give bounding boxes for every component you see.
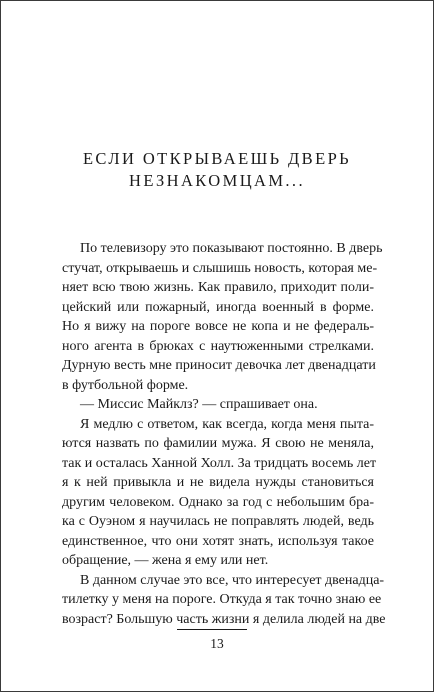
text-line: цейский или пожарный, иногда военный в форме. (62, 299, 374, 315)
text-line: так и осталась Ханной Холл. За тридцать восемь лет (62, 455, 377, 471)
text-line: — Миссис Майклз? — спрашивает она. (80, 397, 318, 412)
page-number: 13 (210, 636, 224, 651)
text-line: стучат, открываешь и слышишь новость, которая ме- (62, 260, 378, 276)
text-line: няет всю твою жизнь. Как правило, приходит поли- (62, 280, 374, 295)
text-line: Но я вижу на пороге вовсе не копа и не федераль- (62, 319, 374, 334)
chapter-title-line-2: НЕЗНАКОМЦАМ... (129, 171, 305, 190)
chapter-title (0, 148, 434, 192)
text-line: В данном случае это все, что интересует двенадца- (80, 572, 385, 588)
text-line: другим человеком. Однако за год с небольшим бра- (62, 494, 374, 510)
text-line: тилетку у меня на пороге. Откуда я так точно знаю ее (62, 592, 382, 607)
text-line: Я медлю с ответом, как всегда, когда меня пыта- (80, 416, 374, 432)
chapter-title-line-1: ЕСЛИ ОТКРЫВАЕШЬ ДВЕРЬ (82, 149, 352, 168)
text-line: в футбольной форме. (62, 377, 189, 393)
body-text (62, 239, 386, 629)
text-line: возраст? Большую часть жизни я делила людей на две (62, 611, 386, 627)
text-line: ка с Оуэном я научилась не поправлять людей, ведь (62, 514, 374, 529)
text-line: обращение, — жена я ему или нет. (62, 553, 269, 568)
footer-rule (177, 629, 247, 630)
text-line: единственное, что они хотят знать, используя такое (62, 533, 374, 549)
text-line: я к ней привыкла и не видела нужды становиться (62, 475, 374, 490)
text-line: Дурную весть мне приносит девочка лет двенадцати (62, 358, 376, 373)
text-line: ются назвать по фамилии мужа. Я свою не меняла, (62, 436, 374, 451)
text-line: ного агента в брюках с наутюженными стрелками. (62, 338, 374, 354)
text-line: По телевизору это показывают постоянно. В дверь (80, 241, 383, 256)
